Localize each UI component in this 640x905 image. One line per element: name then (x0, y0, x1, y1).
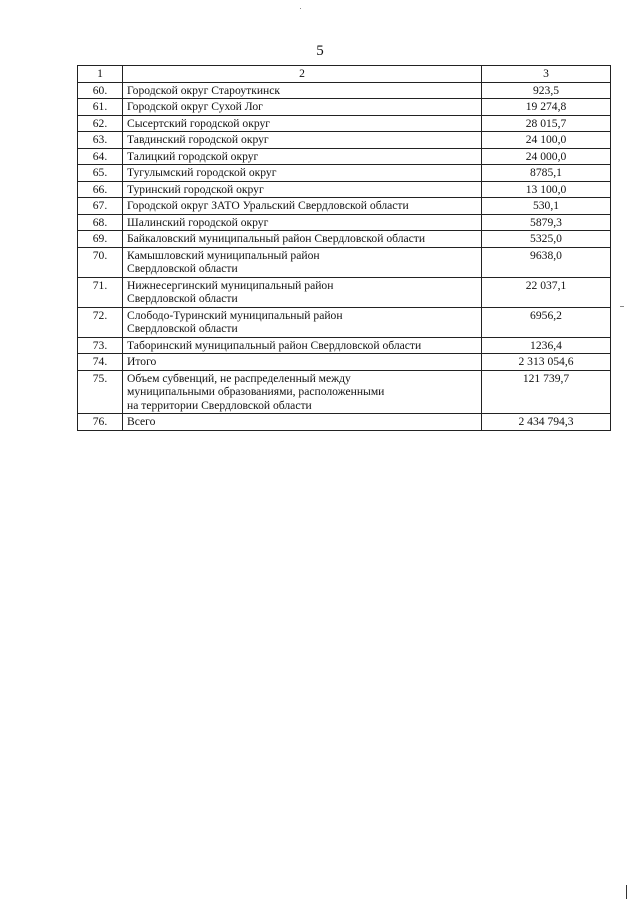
subsidy-amount: 121 739,7 (482, 370, 611, 414)
row-number: 63. (78, 132, 123, 149)
municipality-name (123, 247, 482, 277)
subsidy-amount: 28 015,7 (482, 115, 611, 132)
table-row (78, 99, 611, 116)
subsidy-amount: 22 037,1 (482, 277, 611, 307)
row-number: 76. (78, 414, 123, 431)
municipality-name-line: Талицкий городской округ (127, 149, 259, 163)
municipality-name-line: на территории Свердловской области (127, 398, 312, 412)
row-number: 66. (78, 181, 123, 198)
subsidy-amount: 24 100,0 (482, 132, 611, 149)
subsidy-amount: 13 100,0 (482, 181, 611, 198)
municipality-name (123, 115, 482, 132)
subsidy-amount: 6956,2 (482, 307, 611, 337)
municipality-name-line: Туринский городской округ (127, 182, 264, 196)
table-row (78, 82, 611, 99)
table-row (78, 132, 611, 149)
scan-speck (300, 8, 301, 9)
municipality-name-line: муниципальными образованиями, расположенными (127, 385, 385, 398)
municipality-name-line: Свердловской области (127, 262, 238, 275)
municipality-name (123, 214, 482, 231)
subsidy-amount: 2 434 794,3 (482, 414, 611, 431)
subsidy-amount: 5879,3 (482, 214, 611, 231)
table-row (78, 354, 611, 371)
municipality-name-line: Всего (127, 415, 156, 428)
subsidy-amount: 9638,0 (482, 247, 611, 277)
subsidy-amount: 530,1 (482, 198, 611, 215)
municipality-name-line: Шалинский городской округ (127, 215, 269, 229)
table-row (78, 148, 611, 165)
scan-speck (626, 885, 627, 899)
municipality-name-line: Городской округ Сухой Лог (127, 100, 263, 113)
municipality-name-line: Байкаловский муниципальный район Свердловской области (127, 232, 426, 245)
municipality-name (123, 277, 482, 307)
header-col-2: 2 (123, 66, 482, 83)
municipality-name (123, 231, 482, 248)
subsidy-amount: 1236,4 (482, 337, 611, 354)
municipality-name-line: Сысертский городской округ (127, 116, 271, 130)
table-row (78, 231, 611, 248)
municipality-name-line: Объем субвенций, не распределенный между (127, 371, 351, 385)
row-number: 61. (78, 99, 123, 116)
scan-speck (620, 306, 624, 307)
municipality-name-line: Итого (127, 355, 157, 368)
row-number: 74. (78, 354, 123, 371)
table-row (78, 277, 611, 307)
header-col-3: 3 (482, 66, 611, 83)
municipality-name (123, 354, 482, 371)
table-body (78, 66, 611, 431)
table-row (78, 414, 611, 431)
municipality-name (123, 198, 482, 215)
table-row (78, 370, 611, 414)
subsidy-amount: 923,5 (482, 82, 611, 99)
row-number: 65. (78, 165, 123, 182)
table-row (78, 181, 611, 198)
subsidy-amount: 24 000,0 (482, 148, 611, 165)
table-row (78, 337, 611, 354)
municipality-name-line: Слободо-Туринский муниципальный район (127, 308, 343, 322)
municipality-name-line: Свердловской области (127, 322, 238, 335)
municipality-name (123, 148, 482, 165)
table-row (78, 198, 611, 215)
municipality-name-line: Тавдинский городской округ (127, 133, 269, 146)
municipality-name (123, 337, 482, 354)
header-col-1: 1 (78, 66, 123, 83)
row-number: 70. (78, 247, 123, 277)
subsidy-amount: 5325,0 (482, 231, 611, 248)
table-row (78, 307, 611, 337)
table-row (78, 247, 611, 277)
municipality-name (123, 165, 482, 182)
municipality-name (123, 370, 482, 414)
row-number: 68. (78, 214, 123, 231)
row-number: 67. (78, 198, 123, 215)
table-row (78, 165, 611, 182)
table-row (78, 115, 611, 132)
municipality-name-line: Нижнесергинский муниципальный район (127, 278, 334, 292)
municipality-name (123, 132, 482, 149)
municipality-name-line: Таборинский муниципальный район Свердловской области (127, 338, 422, 352)
municipality-name-line: Городской округ ЗАТО Уральский Свердловской области (127, 199, 409, 212)
row-number: 62. (78, 115, 123, 132)
table-header-row (78, 66, 611, 83)
subsidy-amount: 19 274,8 (482, 99, 611, 116)
row-number: 69. (78, 231, 123, 248)
municipality-name (123, 181, 482, 198)
row-number: 72. (78, 307, 123, 337)
subsidy-amount: 2 313 054,6 (482, 354, 611, 371)
municipality-name (123, 307, 482, 337)
row-number: 71. (78, 277, 123, 307)
municipality-name-line: Свердловской области (127, 292, 238, 305)
row-number: 75. (78, 370, 123, 414)
municipality-name (123, 414, 482, 431)
row-number: 73. (78, 337, 123, 354)
municipality-name (123, 99, 482, 116)
municipality-name-line: Городской округ Староуткинск (127, 83, 281, 97)
subsidy-amount: 8785,1 (482, 165, 611, 182)
subsidy-table (77, 65, 611, 431)
municipality-name-line: Тугулымский городской округ (127, 166, 277, 179)
municipality-name (123, 82, 482, 99)
row-number: 64. (78, 148, 123, 165)
municipality-name-line: Камышловский муниципальный район (127, 248, 320, 262)
page-number: 5 (316, 43, 324, 59)
table-row (78, 214, 611, 231)
row-number: 60. (78, 82, 123, 99)
